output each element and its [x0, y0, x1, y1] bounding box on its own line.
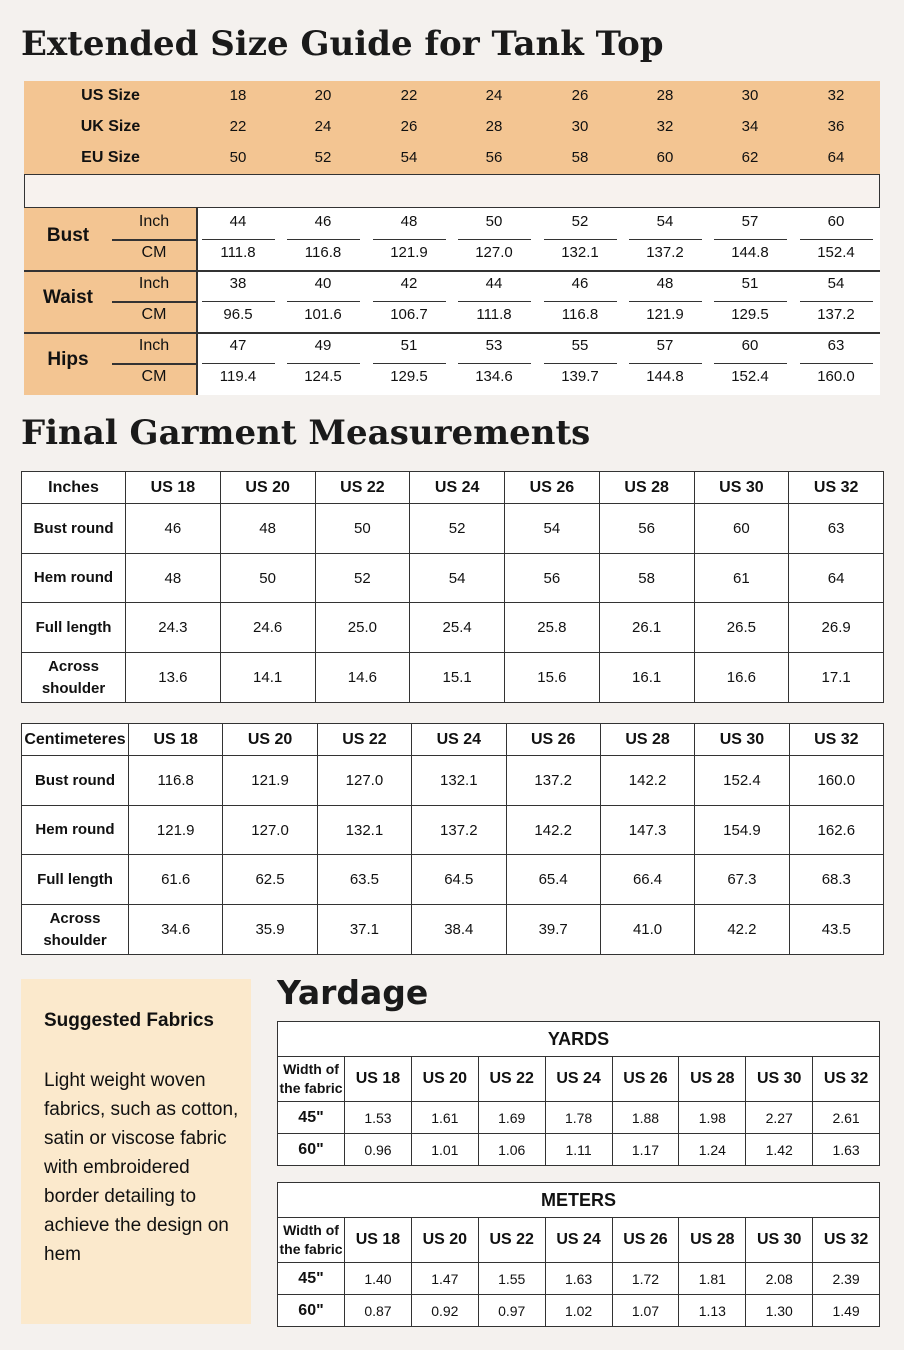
measurement-cell: 46	[571, 275, 589, 292]
measurement-cell: 49	[314, 337, 332, 354]
suggested-fabrics-box	[21, 979, 251, 1324]
measurement-cell: 54	[410, 554, 505, 603]
size-column-header: US 26	[612, 1218, 679, 1263]
measurement-cell: 43.5	[789, 905, 883, 955]
caption-row	[278, 1183, 880, 1218]
size-header-cell: 18	[229, 87, 247, 104]
measurement-cell: 57	[656, 337, 674, 354]
fabric-width-value: 45"	[278, 1263, 345, 1295]
size-system-label: EU Size	[81, 149, 140, 166]
size-system-label: UK Size	[80, 118, 141, 135]
size-header-cell: 32	[827, 87, 845, 104]
yardage-cell: 1.88	[612, 1102, 679, 1134]
measurement-cell: 160.0	[789, 756, 883, 806]
measurement-cell: 121.9	[129, 806, 223, 855]
measurement-label: Across shoulder	[22, 653, 126, 703]
size-column-header: US 32	[789, 472, 884, 504]
size-header-cell: 28	[656, 87, 674, 104]
measurement-cell: 101.6	[304, 306, 342, 323]
column-header-row	[22, 472, 884, 504]
table-divider	[458, 239, 531, 240]
yardage-cell: 1.47	[411, 1263, 478, 1295]
measurement-cell: 142.2	[506, 806, 600, 855]
measurement-cell: 132.1	[561, 244, 599, 261]
size-header-cell: 64	[827, 149, 845, 166]
column-header-row	[278, 1057, 880, 1102]
yardage-cell: 0.96	[345, 1134, 412, 1166]
size-header-cell: 50	[229, 149, 247, 166]
measurement-cell: 38	[229, 275, 247, 292]
yardage-cell: 2.39	[813, 1263, 880, 1295]
table-divider	[800, 301, 873, 302]
measurement-label: Across shoulder	[22, 905, 129, 955]
yardage-cell: 1.78	[545, 1102, 612, 1134]
suggested-fabrics-title: Suggested Fabrics	[44, 1010, 214, 1031]
fabric-width-value: 60"	[278, 1295, 345, 1327]
size-column-header: US 28	[599, 472, 694, 504]
table-divider	[196, 208, 198, 395]
measurement-cell: 51	[741, 275, 759, 292]
table-divider	[629, 363, 702, 364]
yardage-row	[278, 1134, 880, 1166]
measurement-cell: 57	[741, 213, 759, 230]
measurement-cell: 41.0	[600, 905, 694, 955]
measurement-cell: 16.6	[694, 653, 789, 703]
yardage-cell: 0.97	[478, 1295, 545, 1327]
size-column-header: US 24	[545, 1218, 612, 1263]
size-column-header: US 30	[746, 1057, 813, 1102]
size-header-cell: 56	[485, 149, 503, 166]
size-column-header: US 22	[478, 1218, 545, 1263]
yardage-meters-table	[277, 1182, 880, 1327]
measurement-cell: 61.6	[129, 855, 223, 905]
yardage-cell: 1.11	[545, 1134, 612, 1166]
measurement-cell: 56	[505, 554, 600, 603]
size-header-cell: 36	[827, 118, 845, 135]
measurement-cell: 34.6	[129, 905, 223, 955]
table-divider	[112, 239, 196, 241]
table-divider	[373, 239, 446, 240]
yardage-cell: 1.40	[345, 1263, 412, 1295]
size-column-header: US 20	[411, 1218, 478, 1263]
measurement-cell: 139.7	[561, 368, 599, 385]
column-header-row	[22, 724, 884, 756]
garment-inches-table	[21, 471, 884, 703]
measurement-cell: 40	[314, 275, 332, 292]
size-column-header: US 26	[612, 1057, 679, 1102]
measurement-cell: 152.4	[695, 756, 789, 806]
measurement-cell: 13.6	[126, 653, 221, 703]
size-column-header: US 32	[813, 1218, 880, 1263]
measurement-cell: 60	[694, 504, 789, 554]
measurement-cell: 132.1	[317, 806, 411, 855]
measurement-cell: 17.1	[789, 653, 884, 703]
fabric-width-label: Width of the fabric	[278, 1057, 345, 1102]
garment-title: Final Garment Measurements	[21, 413, 591, 453]
measurement-cell: 51	[400, 337, 418, 354]
yardage-yards-table	[277, 1021, 880, 1166]
measurement-cell: 52	[315, 554, 410, 603]
measurement-cell: 152.4	[817, 244, 855, 261]
size-header-cell: 24	[485, 87, 503, 104]
measurement-cell: 53	[485, 337, 503, 354]
fabric-width-value: 60"	[278, 1134, 345, 1166]
yardage-cell: 0.87	[345, 1295, 412, 1327]
size-header-cell: 24	[314, 118, 332, 135]
measurement-cell: 111.8	[476, 306, 512, 323]
unit-caption: YARDS	[278, 1022, 880, 1057]
size-column-header: US 30	[695, 724, 789, 756]
size-column-header: US 30	[694, 472, 789, 504]
corner-label: Centimeteres	[22, 724, 129, 756]
table-divider	[202, 239, 275, 240]
size-system-label: US Size	[81, 87, 140, 104]
measurement-cell: 58	[599, 554, 694, 603]
size-header-row	[24, 112, 880, 143]
unit-caption: METERS	[278, 1183, 880, 1218]
measurement-cell: 48	[400, 213, 418, 230]
measurement-cell: 116.8	[304, 244, 342, 261]
measurement-cell: 106.7	[390, 306, 428, 323]
size-column-header: US 24	[410, 472, 505, 504]
measurement-cell: 50	[220, 554, 315, 603]
suggested-fabrics-text: Light weight woven fabrics, such as cotton, satin or viscose fabric with embroidered border detailing to achieve the design on hem	[44, 1070, 239, 1265]
yardage-cell: 1.53	[345, 1102, 412, 1134]
yardage-cell: 1.55	[478, 1263, 545, 1295]
measurement-label: Full length	[22, 855, 129, 905]
measurement-cell: 26.9	[789, 603, 884, 653]
measurement-cell: 137.2	[817, 306, 855, 323]
measurement-cell: 60	[827, 213, 845, 230]
table-divider	[373, 363, 446, 364]
size-column-header: US 22	[315, 472, 410, 504]
measurement-cell: 48	[656, 275, 674, 292]
yardage-cell: 1.63	[545, 1263, 612, 1295]
size-header-cell: 28	[485, 118, 503, 135]
measurement-cell: 26.1	[599, 603, 694, 653]
size-header-cell: 62	[741, 149, 759, 166]
measurement-cell: 25.0	[315, 603, 410, 653]
measurement-cell: 37.1	[317, 905, 411, 955]
measurement-cell: 132.1	[412, 756, 506, 806]
yardage-row	[278, 1263, 880, 1295]
measurement-cell: 137.2	[646, 244, 684, 261]
measurement-cell: 154.9	[695, 806, 789, 855]
measurement-cell: 48	[220, 504, 315, 554]
measurement-cell: 124.5	[304, 368, 342, 385]
measurement-cell: 42	[400, 275, 418, 292]
measurement-cell: 162.6	[789, 806, 883, 855]
measurement-cell: 111.8	[220, 244, 256, 261]
measurement-cell: 25.8	[505, 603, 600, 653]
column-header-row	[278, 1218, 880, 1263]
yardage-row	[278, 1295, 880, 1327]
measurement-cell: 142.2	[600, 756, 694, 806]
table-divider	[287, 239, 360, 240]
size-column-header: US 32	[813, 1057, 880, 1102]
table-divider	[629, 301, 702, 302]
measurement-cell: 134.6	[475, 368, 513, 385]
measurement-row	[22, 756, 884, 806]
measurement-cell: 56	[599, 504, 694, 554]
size-column-header: US 20	[223, 724, 317, 756]
size-column-header: US 30	[746, 1218, 813, 1263]
corner-label: Inches	[22, 472, 126, 504]
measurement-cell: 16.1	[599, 653, 694, 703]
size-guide-body	[24, 208, 880, 395]
measurement-cell: 64.5	[412, 855, 506, 905]
measurement-cell: 127.0	[475, 244, 513, 261]
yardage-cell: 1.13	[679, 1295, 746, 1327]
measurement-group-label: Bust	[46, 225, 90, 246]
unit-label: Inch	[138, 275, 170, 292]
size-header-cell: 20	[314, 87, 332, 104]
measurement-cell: 160.0	[817, 368, 855, 385]
measurement-cell: 137.2	[412, 806, 506, 855]
measurement-cell: 50	[315, 504, 410, 554]
size-column-header: US 28	[679, 1218, 746, 1263]
measurement-label: Full length	[22, 603, 126, 653]
yardage-row	[278, 1102, 880, 1134]
measurement-cell: 62.5	[223, 855, 317, 905]
table-divider	[287, 301, 360, 302]
measurement-cell: 15.6	[505, 653, 600, 703]
size-header-cell: 32	[656, 118, 674, 135]
table-divider	[714, 239, 787, 240]
measurement-cell: 38.4	[412, 905, 506, 955]
measurement-cell: 119.4	[219, 368, 257, 385]
measurement-label: Bust round	[22, 504, 126, 554]
yardage-cell: 1.49	[813, 1295, 880, 1327]
yardage-cell: 2.61	[813, 1102, 880, 1134]
measurement-cell: 39.7	[506, 905, 600, 955]
measurement-cell: 14.1	[220, 653, 315, 703]
yardage-cell: 2.27	[746, 1102, 813, 1134]
unit-label: Inch	[138, 213, 170, 230]
size-header-cell: 52	[314, 149, 332, 166]
size-column-header: US 32	[789, 724, 883, 756]
caption-row	[278, 1022, 880, 1057]
measurement-cell: 96.5	[223, 306, 253, 323]
measurement-cell: 15.1	[410, 653, 505, 703]
measurement-cell: 121.9	[223, 756, 317, 806]
yardage-cell: 1.06	[478, 1134, 545, 1166]
measurement-cell: 44	[485, 275, 503, 292]
yardage-cell: 2.08	[746, 1263, 813, 1295]
yardage-cell: 1.61	[411, 1102, 478, 1134]
measurement-row	[22, 554, 884, 603]
measurement-cell: 46	[126, 504, 221, 554]
measurement-cell: 65.4	[506, 855, 600, 905]
unit-label: Inch	[138, 337, 170, 354]
measurement-cell: 46	[314, 213, 332, 230]
measurement-cell: 52	[571, 213, 589, 230]
size-header-cell: 54	[400, 149, 418, 166]
measurement-label: Bust round	[22, 756, 129, 806]
measurement-row	[22, 905, 884, 955]
yardage-title: Yardage	[277, 973, 429, 1012]
measurement-cell: 44	[229, 213, 247, 230]
size-column-header: US 28	[679, 1057, 746, 1102]
size-header-cell: 26	[571, 87, 589, 104]
size-guide-spacer	[24, 174, 880, 208]
size-column-header: US 28	[600, 724, 694, 756]
yardage-cell: 1.72	[612, 1263, 679, 1295]
table-divider	[800, 363, 873, 364]
table-divider	[544, 363, 617, 364]
fabric-width-label: Width of the fabric	[278, 1218, 345, 1263]
measurement-cell: 14.6	[315, 653, 410, 703]
table-divider	[373, 301, 446, 302]
size-column-header: US 18	[345, 1218, 412, 1263]
yardage-cell: 1.24	[679, 1134, 746, 1166]
measurement-cell: 25.4	[410, 603, 505, 653]
size-column-header: US 24	[545, 1057, 612, 1102]
size-header-cell: 22	[400, 87, 418, 104]
table-divider	[287, 363, 360, 364]
table-divider	[544, 301, 617, 302]
measurement-cell: 63.5	[317, 855, 411, 905]
size-header-cell: 30	[571, 118, 589, 135]
measurement-cell: 63	[827, 337, 845, 354]
garment-cm-table	[21, 723, 884, 955]
yardage-cell: 0.92	[411, 1295, 478, 1327]
yardage-cell: 1.98	[679, 1102, 746, 1134]
measurement-cell: 60	[741, 337, 759, 354]
table-divider	[714, 301, 787, 302]
table-divider	[629, 239, 702, 240]
fabric-width-value: 45"	[278, 1102, 345, 1134]
measurement-cell: 144.8	[646, 368, 684, 385]
size-column-header: US 20	[220, 472, 315, 504]
yardage-cell: 1.81	[679, 1263, 746, 1295]
measurement-cell: 55	[571, 337, 589, 354]
table-divider	[714, 363, 787, 364]
measurement-cell: 127.0	[223, 806, 317, 855]
table-divider	[458, 363, 531, 364]
measurement-cell: 121.9	[646, 306, 684, 323]
size-header-cell: 58	[571, 149, 589, 166]
table-divider	[112, 363, 196, 365]
unit-label: CM	[141, 368, 167, 385]
size-column-header: US 18	[129, 724, 223, 756]
measurement-cell: 67.3	[695, 855, 789, 905]
measurement-cell: 54	[827, 275, 845, 292]
measurement-group-label: Waist	[43, 287, 93, 308]
measurement-row	[22, 504, 884, 554]
measurement-cell: 127.0	[317, 756, 411, 806]
table-divider	[800, 239, 873, 240]
table-divider	[24, 270, 880, 272]
table-divider	[202, 363, 275, 364]
unit-label: CM	[141, 244, 167, 261]
size-header-cell: 22	[229, 118, 247, 135]
measurement-cell: 66.4	[600, 855, 694, 905]
measurement-cell: 42.2	[695, 905, 789, 955]
size-column-header: US 18	[345, 1057, 412, 1102]
size-guide-title: Extended Size Guide for Tank Top	[21, 24, 664, 64]
size-header-cell: 26	[400, 118, 418, 135]
measurement-cell: 147.3	[600, 806, 694, 855]
table-divider	[112, 301, 196, 303]
measurement-cell: 24.6	[220, 603, 315, 653]
size-header-row	[24, 143, 880, 174]
measurement-cell: 144.8	[731, 244, 769, 261]
size-column-header: US 24	[412, 724, 506, 756]
measurement-cell: 54	[505, 504, 600, 554]
measurement-cell: 61	[694, 554, 789, 603]
measurement-cell: 129.5	[390, 368, 428, 385]
measurement-label: Hem round	[22, 554, 126, 603]
size-guide-table	[24, 81, 880, 395]
unit-label: CM	[141, 306, 167, 323]
size-header-cell: 34	[741, 118, 759, 135]
yardage-cell: 1.07	[612, 1295, 679, 1327]
yardage-cell: 1.30	[746, 1295, 813, 1327]
size-header-cell: 60	[656, 149, 674, 166]
measurement-cell: 152.4	[731, 368, 769, 385]
measurement-group-label: Hips	[47, 349, 89, 370]
measurement-cell: 121.9	[390, 244, 428, 261]
yardage-cell: 1.63	[813, 1134, 880, 1166]
measurement-cell: 116.8	[561, 306, 599, 323]
size-column-header: US 22	[317, 724, 411, 756]
size-column-header: US 20	[411, 1057, 478, 1102]
yardage-cell: 1.01	[411, 1134, 478, 1166]
measurement-label: Hem round	[22, 806, 129, 855]
measurement-cell: 52	[410, 504, 505, 554]
size-column-header: US 22	[478, 1057, 545, 1102]
table-divider	[202, 301, 275, 302]
measurement-cell: 116.8	[129, 756, 223, 806]
measurement-cell: 26.5	[694, 603, 789, 653]
measurement-cell: 48	[126, 554, 221, 603]
measurement-cell: 63	[789, 504, 884, 554]
size-guide-header	[24, 81, 880, 174]
size-column-header: US 18	[126, 472, 221, 504]
measurement-cell: 137.2	[506, 756, 600, 806]
measurement-cell: 50	[485, 213, 503, 230]
measurement-cell: 47	[229, 337, 247, 354]
measurement-cell: 35.9	[223, 905, 317, 955]
measurement-cell: 54	[656, 213, 674, 230]
measurement-row	[22, 653, 884, 703]
table-divider	[24, 332, 880, 334]
measurement-cell: 64	[789, 554, 884, 603]
yardage-cell: 1.69	[478, 1102, 545, 1134]
size-header-cell: 30	[741, 87, 759, 104]
yardage-cell: 1.02	[545, 1295, 612, 1327]
measurement-row	[22, 806, 884, 855]
size-column-header: US 26	[505, 472, 600, 504]
measurement-cell: 129.5	[731, 306, 769, 323]
yardage-cell: 1.17	[612, 1134, 679, 1166]
measurement-row	[22, 855, 884, 905]
table-divider	[544, 239, 617, 240]
size-column-header: US 26	[506, 724, 600, 756]
yardage-cell: 1.42	[746, 1134, 813, 1166]
measurement-row	[22, 603, 884, 653]
size-header-row	[24, 81, 880, 112]
measurement-cell: 68.3	[789, 855, 883, 905]
measurement-cell: 24.3	[126, 603, 221, 653]
table-divider	[458, 301, 531, 302]
